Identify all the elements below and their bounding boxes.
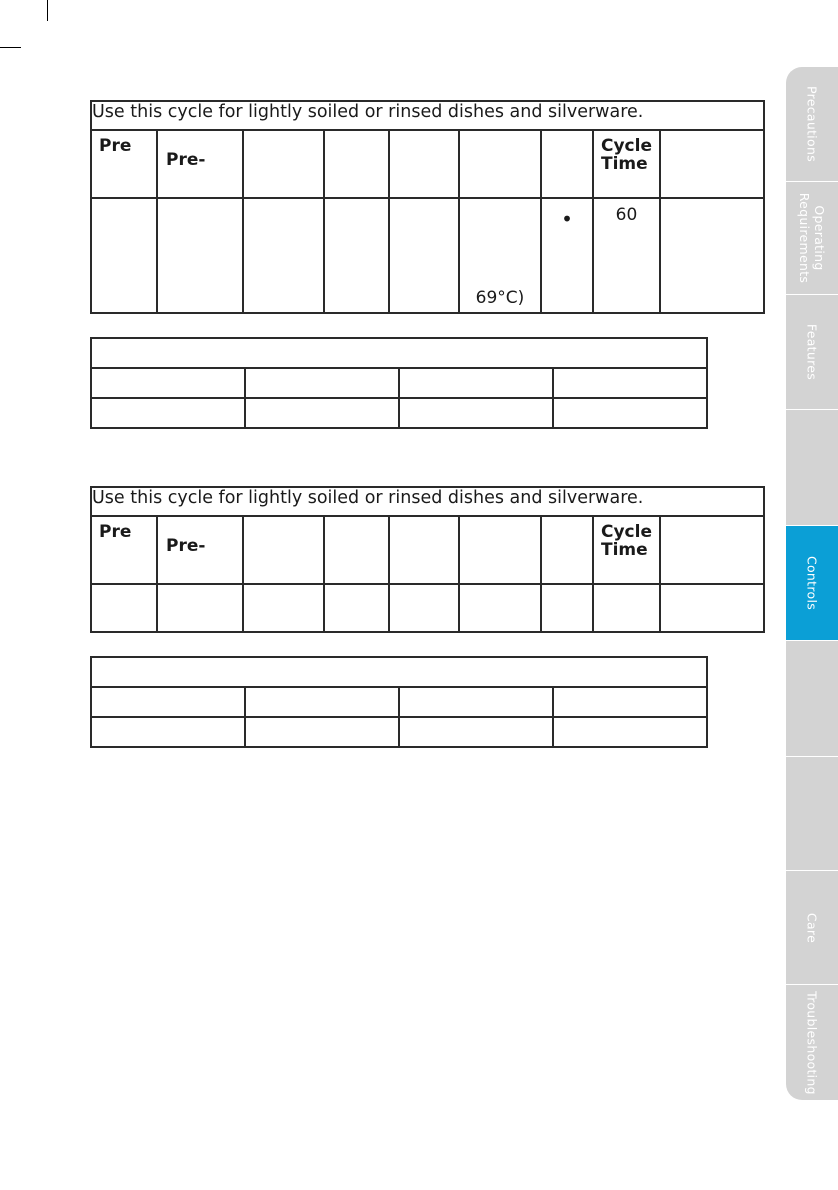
value-cell [324,198,389,313]
header-cell [660,130,764,198]
crop-mark-horizontal [0,47,21,48]
value-cell [389,198,459,313]
cycle-time-value: 60 [615,205,638,225]
tab-blank-3[interactable] [786,757,838,871]
option-cell [91,368,245,398]
value-cell [660,584,764,632]
option-cell [553,398,707,428]
header-cell [541,130,593,198]
tab-troubleshooting[interactable]: Troubleshooting [786,985,838,1100]
option-cell [553,687,707,717]
option-cell [91,398,245,428]
cycle-table-2 [90,486,765,633]
header-cycle-time: Cycle Time [593,516,660,584]
value-cell [459,584,541,632]
header-pre-wash: Pre- [157,130,243,198]
temperature-cell: 69°C) [459,198,541,313]
header-cell [459,130,541,198]
tab-blank-2[interactable] [786,641,838,757]
option-cell [245,368,399,398]
value-cell [324,584,389,632]
value-cell [593,584,660,632]
value-cell [660,198,764,313]
tab-features[interactable]: Features [786,295,838,410]
option-dot: • [561,207,573,231]
cycle-description: Use this cycle for lightly soiled or rinsed dishes and silverware. [91,101,764,130]
header-cell [324,516,389,584]
header-pre: Pre [91,516,157,584]
header-pre-wash: Pre- [157,516,243,584]
option-cell [399,398,553,428]
value-cell [389,584,459,632]
option-table-2 [90,656,708,748]
header-cell [324,130,389,198]
option-cell [245,398,399,428]
tab-care[interactable]: Care [786,871,838,985]
header-cell [389,516,459,584]
tab-controls[interactable]: Controls [786,526,838,641]
header-cell [243,516,324,584]
option-cell [245,687,399,717]
tab-operating-requirements[interactable]: Operating Requirements [786,182,838,295]
cycle-description: Use this cycle for lightly soiled or rinsed dishes and silverware. [91,487,764,516]
crop-mark-vertical [47,0,48,21]
value-cell [91,584,157,632]
tab-blank-1[interactable] [786,410,838,526]
value-cell [243,198,324,313]
option-cell [399,368,553,398]
option-cell [91,717,245,747]
option-cell [91,687,245,717]
header-cell [459,516,541,584]
header-cell [660,516,764,584]
value-cell [157,198,243,313]
cycle-table-1 [90,100,765,314]
option-cell [553,368,707,398]
option-cell [399,717,553,747]
option-cell [399,687,553,717]
value-cell [91,198,157,313]
option-cell [553,717,707,747]
option-dot-cell [541,198,593,313]
header-cell [243,130,324,198]
value-cell [243,584,324,632]
cycle-time-cell [593,198,660,313]
header-cell [389,130,459,198]
tab-precautions[interactable]: Precautions [786,67,838,182]
value-cell [157,584,243,632]
value-cell [541,584,593,632]
header-cycle-time: Cycle Time [593,130,660,198]
header-cell [541,516,593,584]
option-header [91,657,707,687]
option-cell [245,717,399,747]
option-table-1 [90,337,708,429]
option-header [91,338,707,368]
header-pre: Pre [91,130,157,198]
